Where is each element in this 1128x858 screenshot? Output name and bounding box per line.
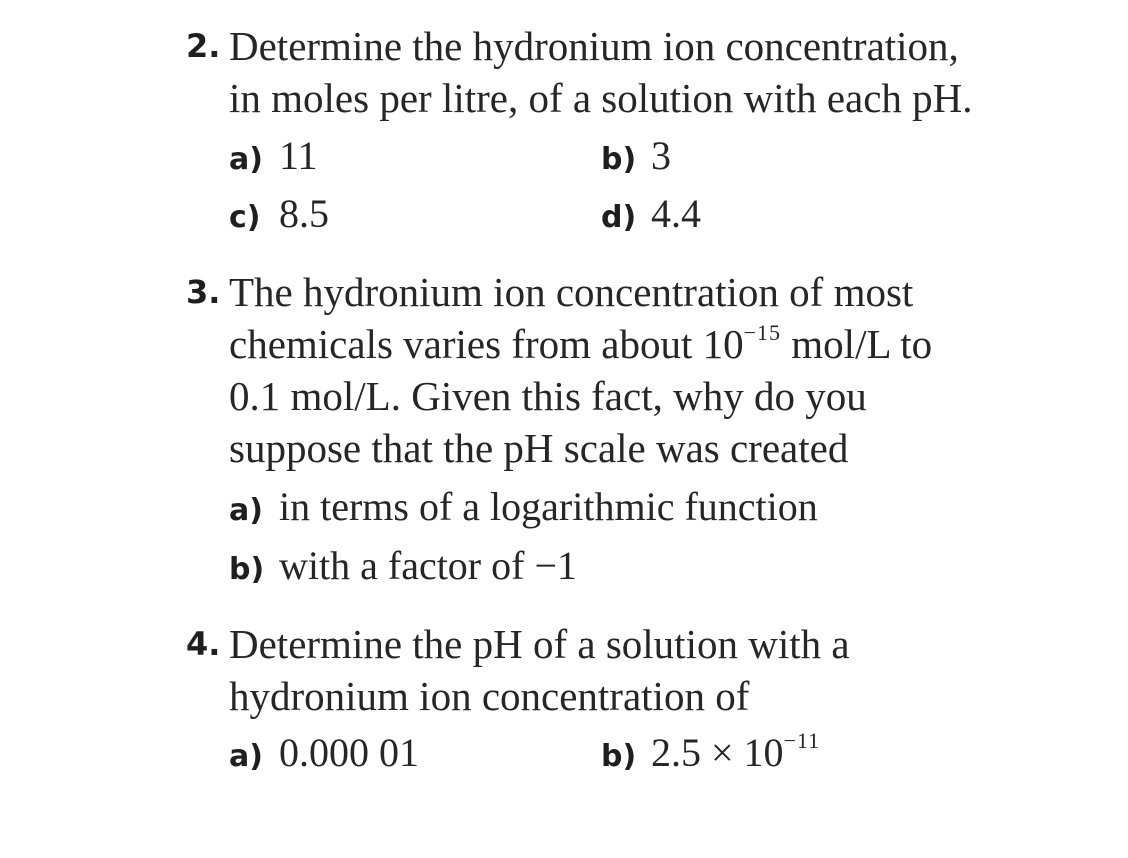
line-text: mol/L to: [781, 321, 933, 367]
question-3-line-2: [229, 318, 932, 370]
option-value: 8.5: [279, 191, 329, 236]
question-4-option-b: [601, 727, 820, 788]
question-3-line-4: suppose that the pH scale was created: [229, 425, 849, 471]
option-value: with a factor of −1: [279, 543, 578, 588]
question-3-option-b: [229, 540, 577, 601]
option-label: c): [229, 200, 261, 235]
option-label: d): [601, 200, 637, 235]
line-text: chemicals varies from about 10: [229, 321, 744, 367]
option-label: a): [229, 493, 263, 528]
question-2-option-d: [601, 188, 701, 249]
option-label: b): [601, 739, 637, 774]
option-label: b): [601, 142, 637, 177]
question-3-number: 3.: [186, 273, 221, 311]
exponent: −11: [783, 728, 821, 753]
question-2-option-b: [601, 130, 671, 191]
option-value: 4.4: [651, 191, 701, 236]
exponent: −15: [743, 320, 782, 345]
question-2-line-1: Determine the hydronium ion concentration,: [229, 23, 959, 69]
question-2-option-a: [229, 130, 318, 191]
option-value: [651, 730, 820, 775]
question-4-line-1: Determine the pH of a solution with a: [229, 621, 850, 667]
option-label: a): [229, 739, 263, 774]
question-4-number: 4.: [186, 625, 221, 663]
option-label: a): [229, 142, 263, 177]
question-3-line-3: 0.1 mol/L. Given this fact, why do you: [229, 373, 867, 419]
option-label: b): [229, 552, 265, 587]
option-value: 11: [279, 133, 318, 178]
value-text: 2.5 × 10: [651, 730, 784, 775]
option-value: 3: [651, 133, 671, 178]
question-4-line-2: hydronium ion concentration of: [229, 673, 750, 719]
question-3-option-a: [229, 481, 818, 542]
question-2-option-c: [229, 188, 329, 249]
question-4-option-a: [229, 727, 419, 788]
question-2-number: 2.: [186, 27, 221, 65]
question-3-line-1: The hydronium ion concentration of most: [229, 269, 914, 315]
question-2-line-2: in moles per litre, of a solution with each pH.: [229, 75, 973, 121]
option-value: in terms of a logarithmic function: [279, 484, 818, 529]
option-value: 0.000 01: [279, 730, 419, 775]
